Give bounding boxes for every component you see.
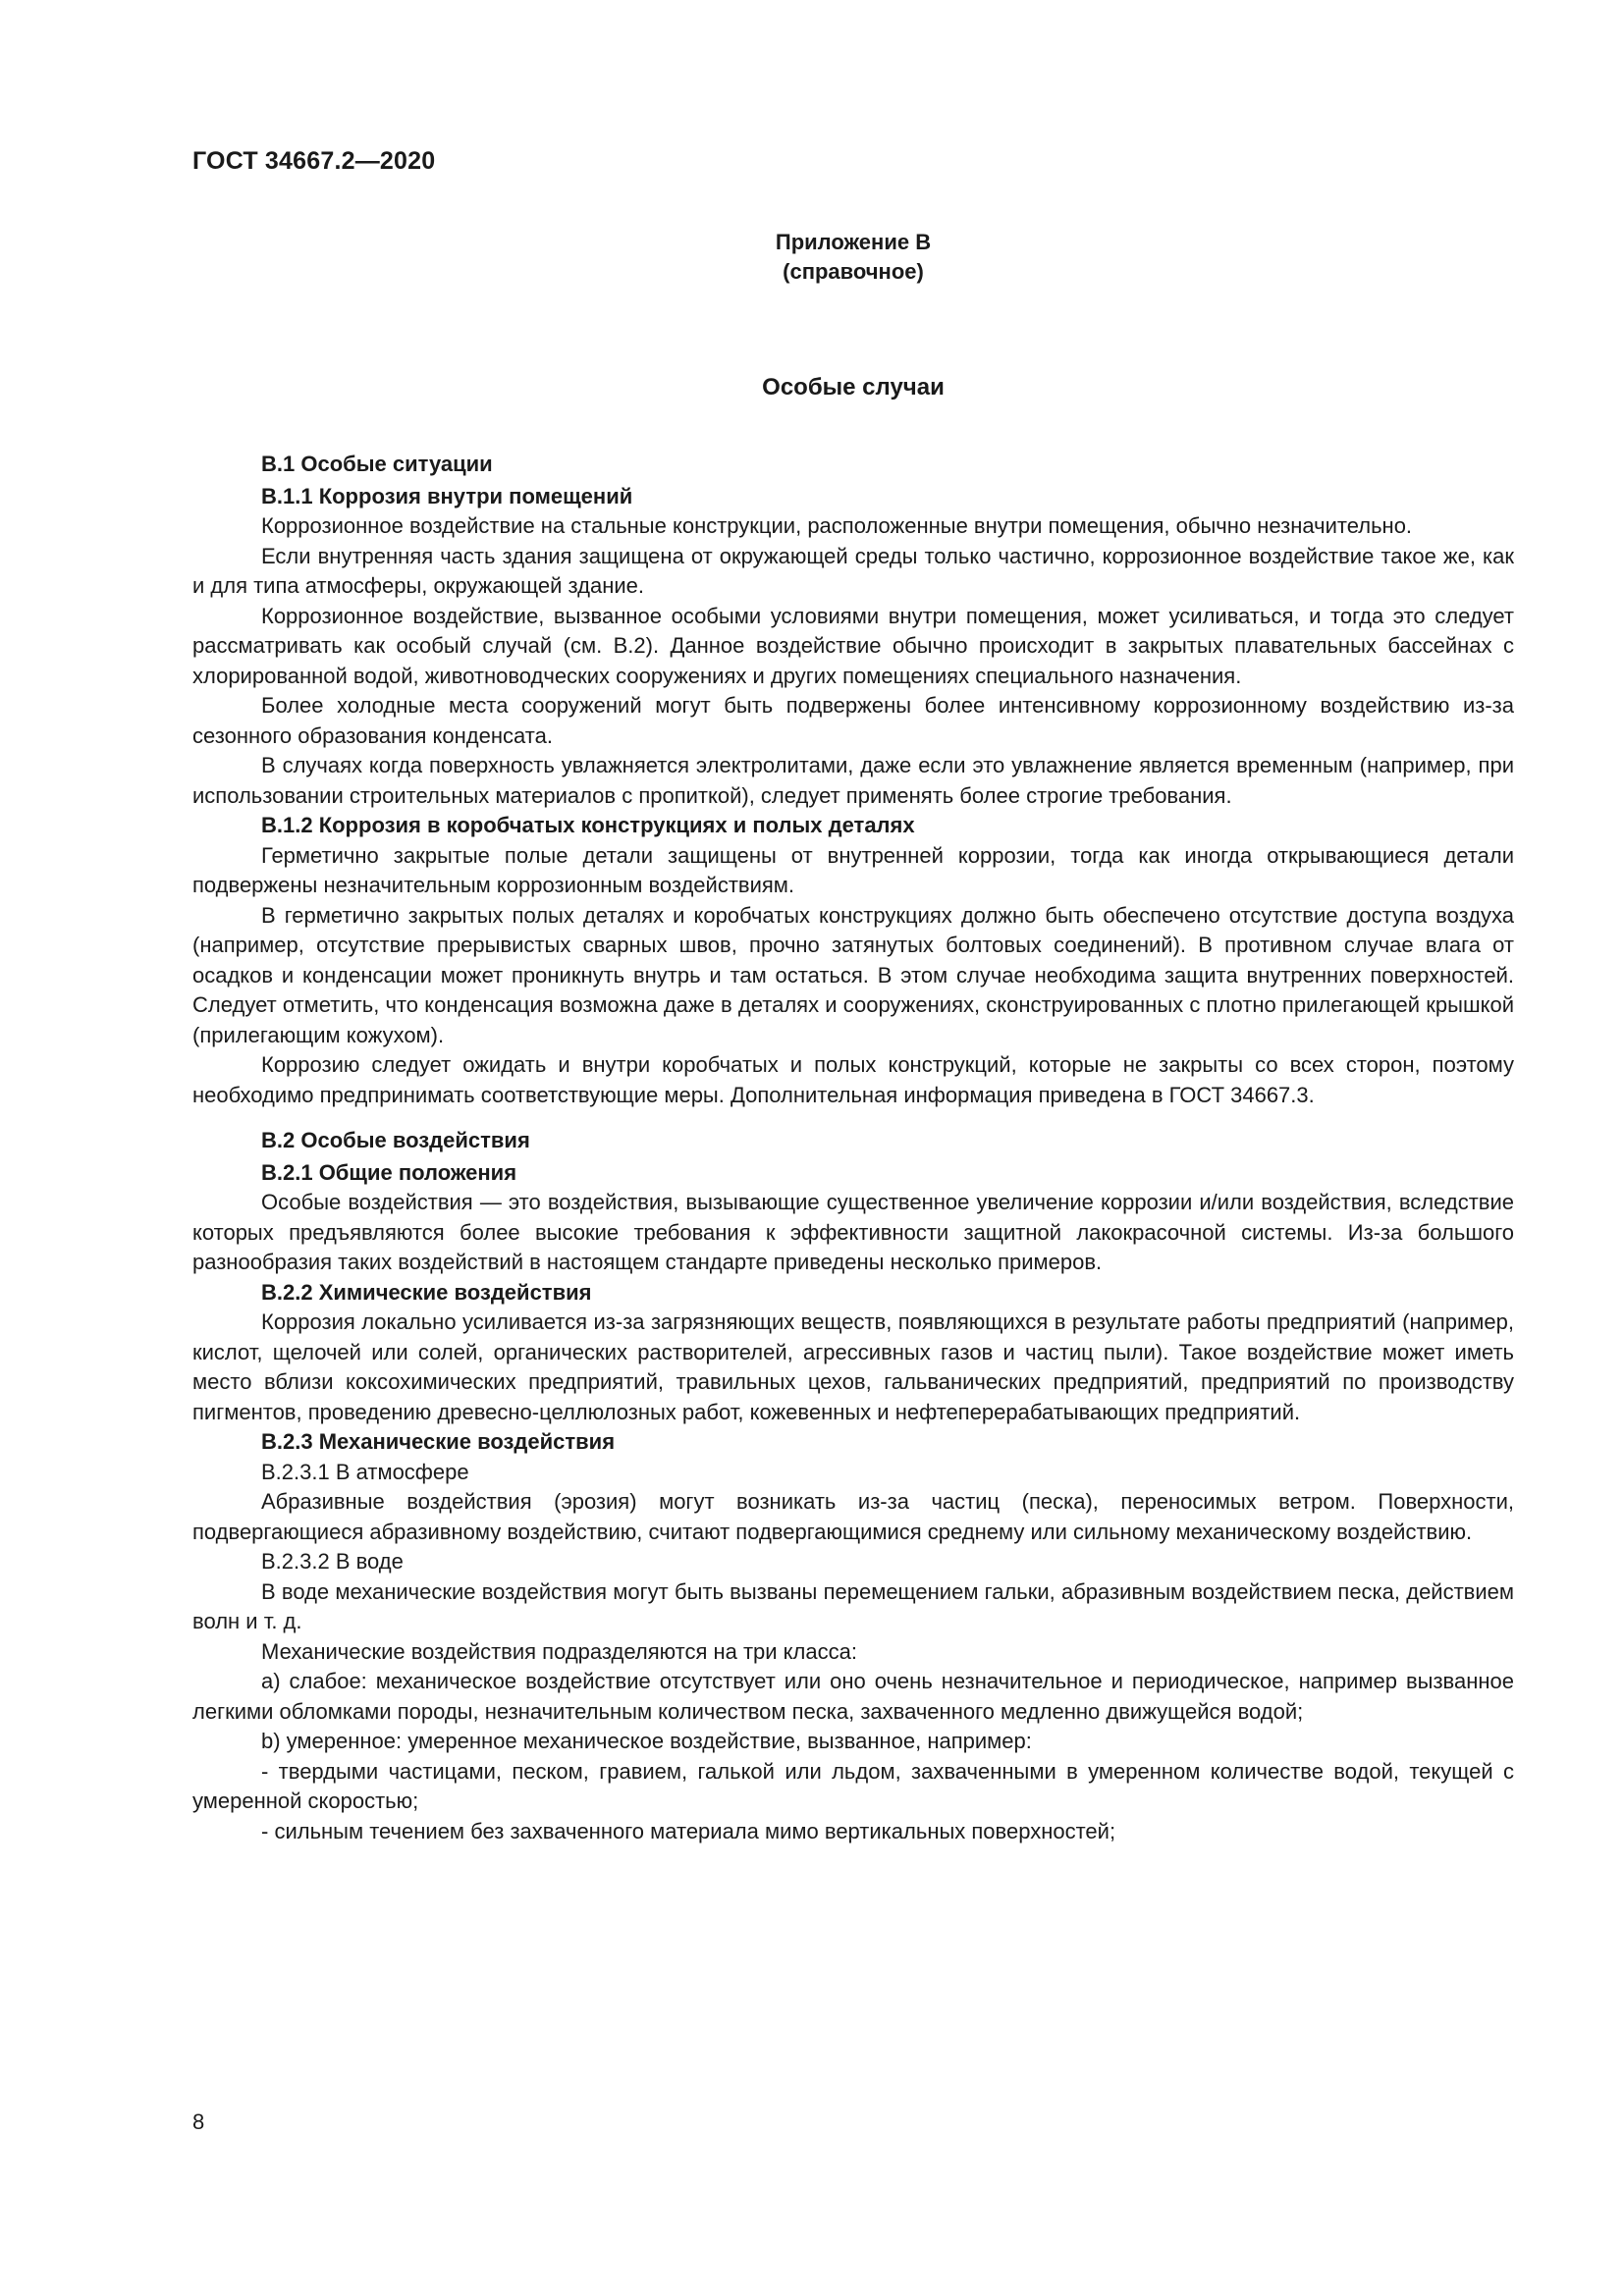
- paragraph: Коррозионное воздействие на стальные конструкции, расположенные внутри помещения, обычно незначительно.: [261, 513, 1413, 538]
- appendix-block: [192, 228, 1514, 287]
- heading-b2: В.2 Особые воздействия: [261, 1128, 530, 1152]
- document-body: [192, 450, 1514, 1846]
- appendix-title: Приложение В: [775, 230, 932, 254]
- heading-b1-1: В.1.1 Коррозия внутри помещений: [261, 483, 633, 508]
- paragraph: В герметично закрытых полых деталях и коробчатых конструкциях должно быть обеспечено отсутствие доступа воздуха (например, отсутствие прерывистых сварных швов, прочно затянутых болтовых соединений). В противном случае влага от осадков и конденсации может проникнуть внутрь и там остаться. В этом случае необходима защита внутренних поверхностей. Следует отметить, что конденсация возможна даже в деталях и сооружениях, сконструированных с плотно прилегающей крышкой (прилегающим кожухом).: [192, 902, 1514, 1047]
- appendix-kind: (справочное): [783, 259, 924, 284]
- list-item: b) умеренное: умеренное механическое воздействие, вызванное, например:: [261, 1729, 1032, 1753]
- heading-b2-1: В.2.1 Общие положения: [261, 1159, 517, 1185]
- paragraph: Герметично закрытые полые детали защищены от внутренней коррозии, тогда как иногда открывающиеся детали подвержены незначительным коррозионным воздействиям.: [192, 842, 1514, 897]
- heading-b1: В.1 Особые ситуации: [261, 452, 493, 476]
- paragraph: Особые воздействия — это воздействия, вызывающие существенное увеличение коррозии и/или воздействия, вследствие которых предъявляются более высокие требования к эффективности защитной лакокрасочной системы. Из-за большого разнообразия таких воздействий в настоящем стандарте приведены несколько примеров.: [192, 1190, 1514, 1274]
- heading-b2-3: В.2.3 Механические воздействия: [261, 1429, 616, 1454]
- dash-item: - твердыми частицами, песком, гравием, галькой или льдом, захваченными в умеренном количестве водой, текущей с умеренной скоростью;: [192, 1758, 1514, 1813]
- paragraph: Абразивные воздействия (эрозия) могут возникать из-за частиц (песка), переносимых ветром. Поверхности, подвергающиеся абразивному воздействию, считают подвергающимися среднему или сильному механическому воздействию.: [192, 1489, 1514, 1544]
- paragraph: Коррозия локально усиливается из-за загрязняющих веществ, появляющихся в результате работы предприятий (например, кислот, щелочей или солей, органических растворителей, агрессивных газов и частиц пыли). Такое воздействие может иметь место вблизи коксохимических предприятий, травильных цехов, гальванических предприятий, предприятий по производству пигментов, проведению древесно-целлюлозных работ, кожевенных и нефтеперерабатывающих предприятий.: [192, 1309, 1514, 1424]
- paragraph: Коррозионное воздействие, вызванное особыми условиями внутри помещения, может усиливаться, и тогда это следует рассматривать как особый случай (см. В.2). Данное воздействие обычно происходит в закрытых плавательных бассейнах с хлорированной водой, животноводческих сооружениях и других помещениях специального назначения.: [192, 603, 1514, 688]
- heading-b1-2: В.1.2 Коррозия в коробчатых конструкциях и полых деталях: [261, 813, 915, 837]
- paragraph: В воде механические воздействия могут быть вызваны перемещением гальки, абразивным воздействием песка, действием волн и т. д.: [192, 1578, 1514, 1633]
- paragraph: В случаях когда поверхность увлажняется электролитами, даже если это увлажнение является временным (например, при использовании строительных материалов с пропиткой), следует применять более строгие требования.: [192, 753, 1514, 808]
- paragraph: Механические воздействия подразделяются на три класса:: [261, 1638, 857, 1664]
- paragraph: Если внутренняя часть здания защищена от окружающей среды только частично, коррозионное воздействие такое же, как и для типа атмосферы, окружающей здание.: [192, 543, 1514, 598]
- section-title: Особые случаи: [762, 374, 945, 400]
- list-item: a) слабое: механическое воздействие отсутствует или оно очень незначительное и периодическое, например вызванное легкими обломками породы, незначительным количеством песка, захваченного медленно движущейся водой;: [192, 1669, 1514, 1724]
- dash-item: - сильным течением без захваченного материала мимо вертикальных поверхностей;: [261, 1818, 1116, 1843]
- paragraph: Коррозию следует ожидать и внутри коробчатых и полых конструкций, которые не закрыты со всех сторон, поэтому необходимо предпринимать соответствующие меры. Дополнительная информация приведена в ГОСТ 34667.3.: [192, 1052, 1514, 1107]
- paragraph: Более холодные места сооружений могут быть подвержены более интенсивному коррозионному воздействию из-за сезонного образования конденсата.: [192, 693, 1514, 748]
- page-number: 8: [192, 2109, 205, 2134]
- heading-b2-3-1: В.2.3.1 В атмосфере: [261, 1459, 469, 1484]
- document-id: ГОСТ 34667.2—2020: [192, 147, 436, 175]
- heading-b2-3-2: В.2.3.2 В воде: [261, 1549, 404, 1574]
- heading-b2-2: В.2.2 Химические воздействия: [261, 1279, 592, 1305]
